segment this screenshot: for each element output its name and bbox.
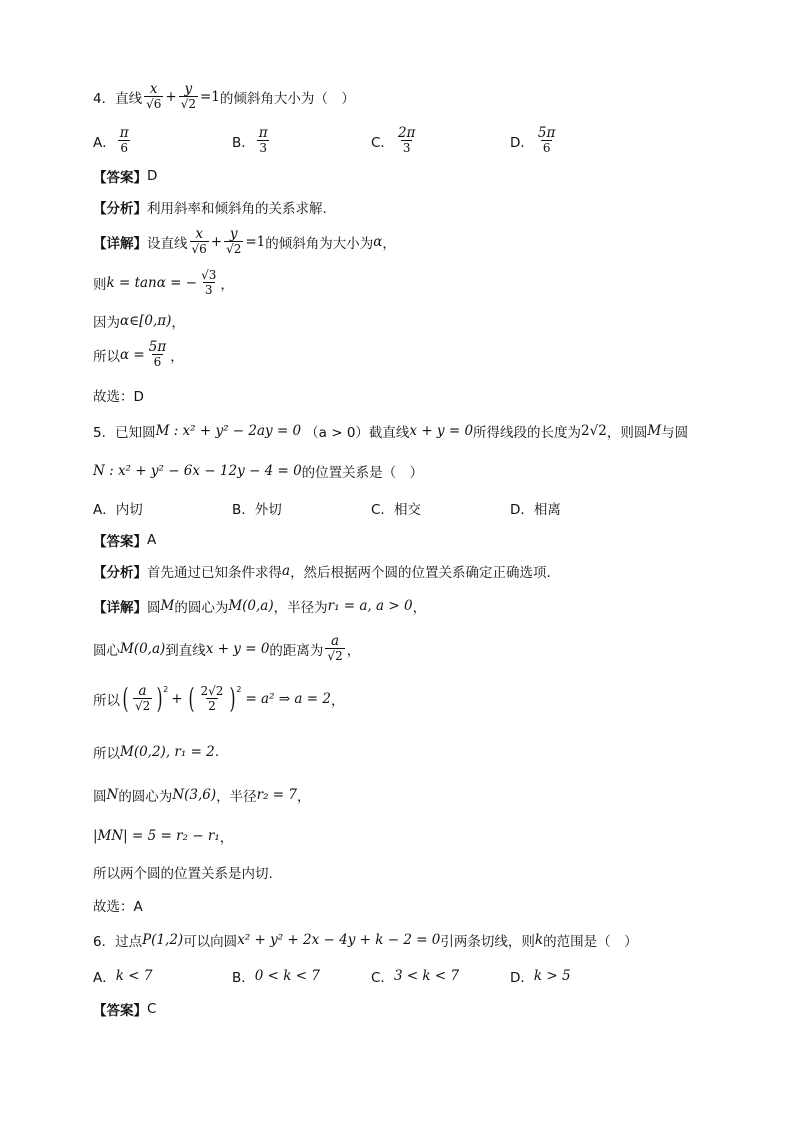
stem-text: 可以向圆 xyxy=(183,934,238,950)
var-a: a xyxy=(282,563,291,579)
line-eq: x + y = 0 xyxy=(205,640,270,657)
frac-num: a xyxy=(331,633,340,649)
stem-text: 所得线段的长度为 xyxy=(473,425,582,441)
alpha-eq: α = xyxy=(120,346,145,363)
slope-expr: k = tanα = − xyxy=(106,274,198,291)
circle-m-eq: M : x² + y² − 2ay = 0 xyxy=(155,423,302,439)
option-label: D． xyxy=(510,970,534,986)
analysis-tag: 【分析】 xyxy=(93,201,147,217)
punct: ， xyxy=(220,276,234,293)
detail-text: 的圆心为 xyxy=(118,789,173,805)
stem-text: 截直线 xyxy=(368,425,410,441)
answer-value: D xyxy=(147,168,158,184)
frac-5pi-6 xyxy=(147,340,168,369)
circle-m-name: M xyxy=(160,598,175,614)
option-text: 相交 xyxy=(393,502,421,518)
q5-option-d[interactable] xyxy=(510,498,561,518)
q5-detail-5 xyxy=(93,785,311,805)
q4-answer xyxy=(93,166,157,186)
detail-text: 则 xyxy=(93,276,107,293)
analysis-tag: 【分析】 xyxy=(93,565,147,581)
punct: ， xyxy=(219,830,234,846)
option-label: A． xyxy=(93,970,116,986)
q5-detail-2 xyxy=(93,634,360,663)
q6-option-a[interactable] xyxy=(93,966,152,986)
q5-detail-7 xyxy=(93,862,273,882)
frac-num: √3 xyxy=(201,268,217,282)
punct: ， xyxy=(412,600,427,616)
circle-n-name: N xyxy=(106,787,119,803)
detail-text: 设直线 xyxy=(147,235,188,252)
frac-sqrt3-3 xyxy=(199,268,218,297)
detail-text: 到直线 xyxy=(165,642,206,659)
stem-tail: 的位置关系是（ ） xyxy=(301,465,424,481)
q4-option-d[interactable] xyxy=(510,126,559,155)
q5-analysis xyxy=(93,561,551,581)
q4-detail-2 xyxy=(93,268,234,297)
detail-text: ，半径 xyxy=(216,789,257,805)
q5-option-c[interactable] xyxy=(371,498,421,518)
option-text: k < 7 xyxy=(115,968,153,984)
alpha-range: α∈[0,π) xyxy=(120,313,172,329)
detail-text: 圆心 xyxy=(93,642,120,659)
q4-detail-4 xyxy=(93,340,184,369)
frac-num: a xyxy=(138,683,147,699)
line-eq: x + y = 0 xyxy=(409,423,474,439)
var-k: k xyxy=(534,932,544,948)
option-text: k > 5 xyxy=(533,968,571,984)
frac-den: 2 xyxy=(208,699,216,713)
option-num: 5π xyxy=(537,125,556,141)
option-num: 2π xyxy=(397,125,416,141)
center-n: N(3,6) xyxy=(172,787,217,803)
q4-option-a[interactable] xyxy=(93,126,133,155)
option-num: π xyxy=(119,125,129,141)
q4-conclusion xyxy=(93,385,144,405)
option-label: B． xyxy=(232,134,255,151)
option-label: B． xyxy=(232,970,255,986)
option-text: 内切 xyxy=(115,502,143,518)
frac-x-sqrt6: $\frac{x}{√6}$ xyxy=(191,226,207,256)
detail-text: 所以 xyxy=(93,348,120,365)
q5-number: 5．已知圆 xyxy=(93,425,156,441)
punct: ， xyxy=(171,315,185,331)
radius-r1: r₁ = a, a > 0 xyxy=(327,598,413,614)
frac-a-sqrt2 xyxy=(133,684,152,713)
stem-text: ，则圆 xyxy=(606,425,648,441)
frac-den: 3 xyxy=(204,283,213,297)
answer-tag: 【答案】 xyxy=(93,534,147,550)
option-label: C． xyxy=(371,134,394,151)
q4-number: 4．直线 xyxy=(93,90,143,107)
q6-answer xyxy=(93,999,156,1019)
q5-conclusion xyxy=(93,895,143,915)
q6-option-b[interactable] xyxy=(232,966,320,986)
option-label: D． xyxy=(510,134,534,151)
option-den: 6 xyxy=(120,141,128,155)
detail-text: 所以两个圆的位置关系是内切. xyxy=(93,866,273,882)
center-m: M(0,a) xyxy=(228,598,274,614)
detail-text: 所以 xyxy=(93,692,120,709)
q5-stem-line1 xyxy=(93,421,688,441)
detail-text: 圆 xyxy=(93,789,107,805)
option-label: A． xyxy=(93,502,116,518)
detail-text: 的距离为 xyxy=(269,642,324,659)
q4-option-b[interactable] xyxy=(232,126,272,155)
q4-frac-y: $\frac{y}{√2}$ xyxy=(180,81,196,111)
frac-2sqrt2-2 xyxy=(199,684,226,713)
option-label: C． xyxy=(371,502,394,518)
frac-a-sqrt2 xyxy=(325,634,344,663)
condition: （a > 0） xyxy=(305,425,369,441)
option-den: 3 xyxy=(259,141,268,155)
option-label: D． xyxy=(510,502,534,518)
q4-eq-rhs: =1 xyxy=(199,88,220,105)
detail-text: 所以 xyxy=(93,746,120,762)
q6-option-d[interactable] xyxy=(510,966,571,986)
answer-tag: 【答案】 xyxy=(93,1003,147,1019)
analysis-text: ，然后根据两个圆的位置关系确定正确选项. xyxy=(290,565,551,581)
q4-stem: 4．直线 $\frac{x}{√6}$ + $\frac{y}{√2}$ =1 的倾斜角大小为（ ） xyxy=(93,81,355,111)
point-p: P(1,2) xyxy=(142,932,184,948)
q6-option-c[interactable] xyxy=(371,966,459,986)
q5-option-b[interactable] xyxy=(232,498,282,518)
q5-stem-line2 xyxy=(93,461,423,481)
frac-num: 5π xyxy=(148,339,167,355)
solve-a: = a² ⇒ a = 2 xyxy=(245,690,331,707)
q6-stem xyxy=(93,930,638,950)
q6-number: 6．过点 xyxy=(93,934,143,950)
frac-den: √2 xyxy=(327,649,343,663)
analysis-text: 首先通过已知条件求得 xyxy=(147,565,282,581)
circle-m-name: M xyxy=(647,423,662,439)
answer-value: A xyxy=(147,532,157,548)
stem-text: 引两条切线，则 xyxy=(440,934,535,950)
q5-option-a[interactable] xyxy=(93,498,143,518)
punct: ， xyxy=(346,642,361,659)
center-m: M(0,a) xyxy=(120,640,166,657)
punct: ， xyxy=(170,348,184,365)
q4-analysis xyxy=(93,197,327,217)
punct: ， xyxy=(297,789,311,805)
frac-y-sqrt2: $\frac{y}{√2}$ xyxy=(226,226,242,256)
q5-detail-3: 所以 ( $\frac{a}{√2}$ ) 2 + ( $\frac{2√2}{2}$ ) 2 = a² ⇒ a = 2 ， xyxy=(93,681,345,715)
answer-value: C xyxy=(147,1001,157,1017)
detail-tag: 【详解】 xyxy=(93,235,147,252)
q4-frac-x: $\frac{x}{√6}$ xyxy=(146,81,162,111)
option-num: π xyxy=(258,125,268,141)
option-den: 6 xyxy=(542,141,551,155)
conclusion-text: 故选：D xyxy=(93,389,144,405)
analysis-text: 利用斜率和倾斜角的关系求解. xyxy=(147,201,327,217)
frac-num: 2√2 xyxy=(200,684,224,698)
radius-r2: r₂ = 7 xyxy=(256,787,297,803)
punct: ， xyxy=(382,235,396,252)
punct: ， xyxy=(330,692,345,709)
option-label: A． xyxy=(93,134,116,151)
option-text: 0 < k < 7 xyxy=(254,968,320,984)
q5-detail-1 xyxy=(93,596,426,616)
answer-tag: 【答案】 xyxy=(93,170,147,186)
q4-stem-tail: 的倾斜角大小为（ ） xyxy=(219,90,355,107)
detail-text: 的倾斜角为大小为 xyxy=(265,235,374,252)
detail-text: 的圆心为 xyxy=(174,600,229,616)
punct: . xyxy=(214,744,220,760)
q5-answer xyxy=(93,530,156,550)
detail-text: ，半径为 xyxy=(273,600,328,616)
circle-n-eq: N : x² + y² − 6x − 12y − 4 = 0 xyxy=(93,463,302,479)
option-text: 3 < k < 7 xyxy=(393,968,460,984)
option-text: 相离 xyxy=(533,502,561,518)
alpha-var: α xyxy=(373,233,383,250)
frac-den: √2 xyxy=(134,699,151,713)
segment-length: 2√2 xyxy=(581,423,607,439)
q5-detail-4 xyxy=(93,742,219,762)
eq-rhs: =1 xyxy=(245,233,266,250)
stem-tail: 的范围是（ ） xyxy=(543,934,638,950)
detail-tag: 【详解】 xyxy=(93,600,147,616)
option-label: B． xyxy=(232,502,255,518)
frac-den: 6 xyxy=(153,355,162,369)
option-den: 3 xyxy=(402,141,411,155)
circle-eq: x² + y² + 2x − 4y + k − 2 = 0 xyxy=(237,932,441,948)
stem-text: 与圆 xyxy=(661,425,689,441)
conclusion-text: 故选：A xyxy=(93,899,143,915)
center-radius-m: M(0,2), r₁ = 2 xyxy=(120,744,215,760)
q4-detail-1: 【详解】 设直线 $\frac{x}{√6}$ + $\frac{y}{√2}$ =1 的倾斜角为大小为 α ， xyxy=(93,226,396,256)
option-label: C． xyxy=(371,970,394,986)
q5-detail-6 xyxy=(93,826,233,846)
q4-option-c[interactable] xyxy=(371,126,419,155)
detail-text: 因为 xyxy=(93,315,120,331)
option-text: 外切 xyxy=(254,502,282,518)
detail-text: 圆 xyxy=(147,600,161,616)
q4-detail-3 xyxy=(93,311,185,331)
distance-mn: |MN| = 5 = r₂ − r₁ xyxy=(93,828,220,844)
